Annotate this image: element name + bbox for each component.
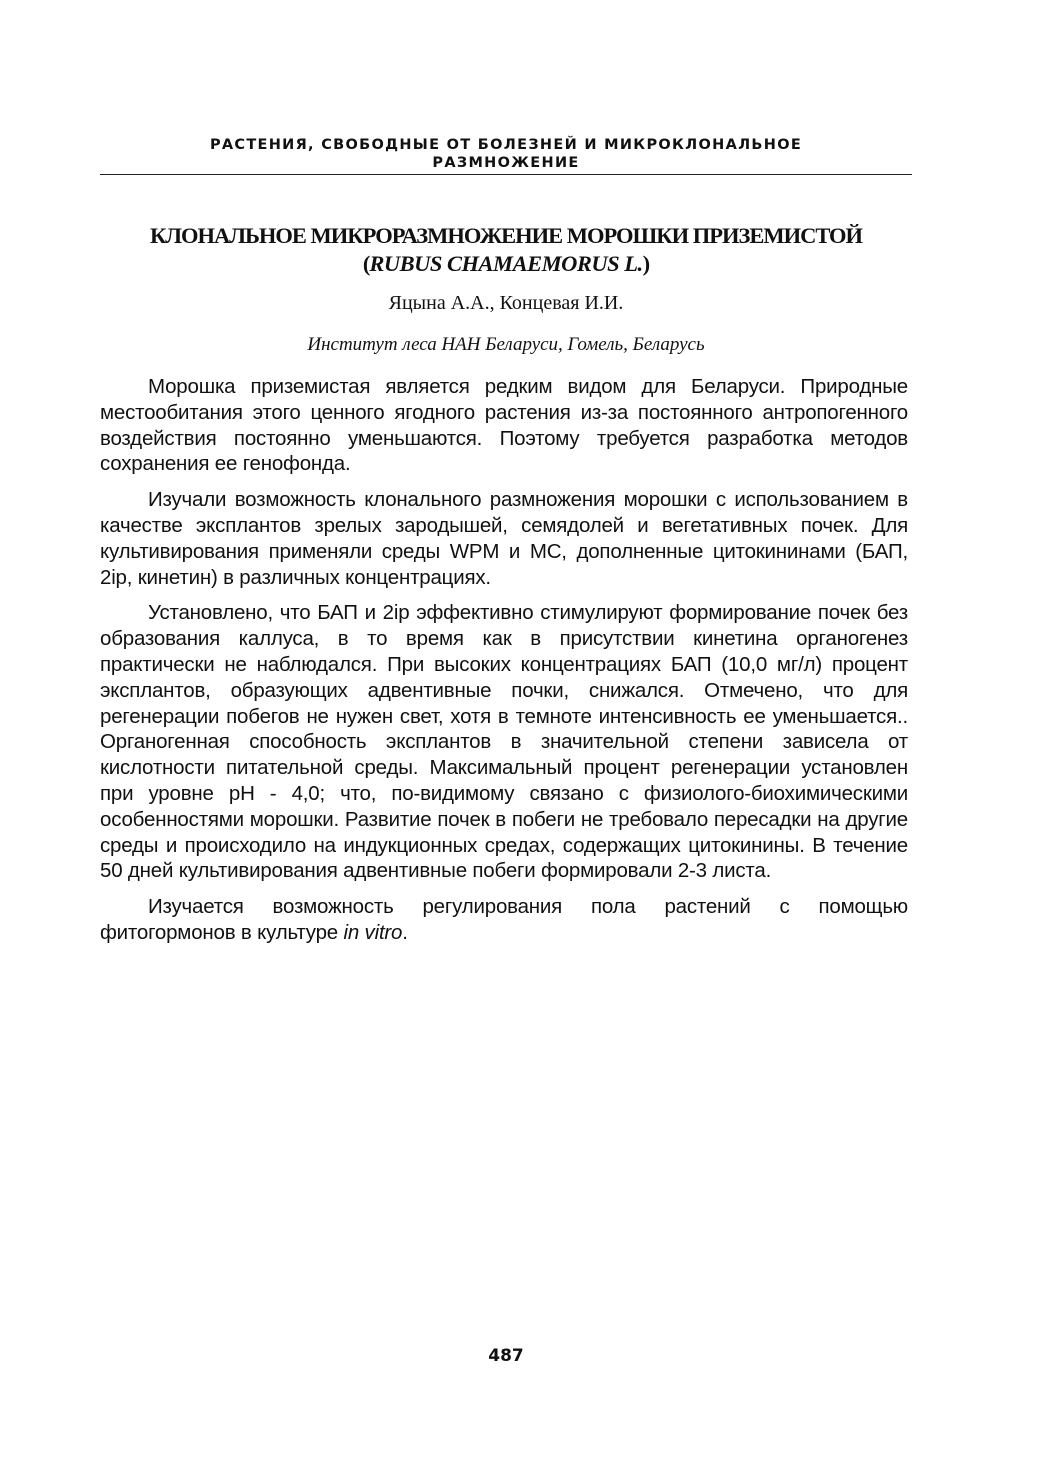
paragraph-4 bbox=[100, 894, 908, 946]
paragraph-3: Установлено, что БАП и 2ip эффективно стимулируют формирование почек без образования каллуса, в то время как в присутствии кинетина органогенез практически не наблюдался. При высоких концентрациях БАП (10,0 мг/л) процент эксплантов, образующих адвентивные почки, снижался. Отмечено, что для регенерации побегов не нужен свет, хотя в темноте интенсивность ее уменьшается.. Органогенная способность эксплантов в значительной степени зависела от кислотности питательной среды. Максимальный процент регенерации установлен при уровне рН - 4,0; что, по-видимому связано с физиолого-биохимическими особенностями морошки. Развитие почек в побеги не требовало пересадки на другие среды и происходило на индукционных средах, содержащих цитокинины. В течение 50 дней культивирования адвентивные побеги формировали 2-3 листа. bbox=[100, 601, 908, 883]
running-header bbox=[100, 136, 912, 172]
affiliation: Институт леса НАН Беларуси, Гомель, Беларусь bbox=[307, 334, 705, 355]
running-header-line-1: РАСТЕНИЯ, СВОБОДНЫЕ ОТ БОЛЕЗНЕЙ И МИКРОКЛОНАЛЬНОЕ bbox=[209, 137, 803, 153]
paragraph-4-end: . bbox=[402, 920, 408, 944]
article-body bbox=[100, 374, 908, 956]
header-rule bbox=[100, 174, 912, 175]
paragraph-2: Изучали возможность клонального размножения морошки с использованием в качестве эксплантов зрелых зародышей, семядолей и вегетативных почек. Для культивирования применяли среды WPM и МС, дополненные цитокининами (БАП, 2ip, кинетин) в различных концентрациях. bbox=[100, 488, 908, 589]
running-header-line-2: РАЗМНОЖЕНИЕ bbox=[432, 155, 580, 171]
title-latin-name: RUBUS CHAMAEMORUS L. bbox=[369, 251, 643, 276]
article-title bbox=[100, 222, 912, 278]
paragraph-4-italic: in vitro bbox=[343, 920, 403, 944]
title-line-2 bbox=[100, 250, 912, 278]
title-open-paren: ( bbox=[362, 251, 370, 276]
paragraph-4-text: Изучается возможность регулирования пола растений с помощью фитогормонов в культуре bbox=[100, 895, 908, 944]
title-line-1: КЛОНАЛЬНОЕ МИКРОРАЗМНОЖЕНИЕ МОРОШКИ ПРИЗЕМИСТОЙ bbox=[149, 223, 863, 248]
page-number: 487 bbox=[488, 1346, 524, 1366]
authors: Яцына А.А., Концевая И.И. bbox=[388, 292, 624, 314]
paragraph-1: Морошка приземистая является редким видом для Беларуси. Природные местообитания этого ценного ягодного растения из-за постоянного антропогенного воздействия постоянно уменьшаются. Поэтому требуется разработка методов сохранения ее генофонда. bbox=[100, 375, 908, 476]
title-close-paren: ) bbox=[642, 251, 650, 276]
